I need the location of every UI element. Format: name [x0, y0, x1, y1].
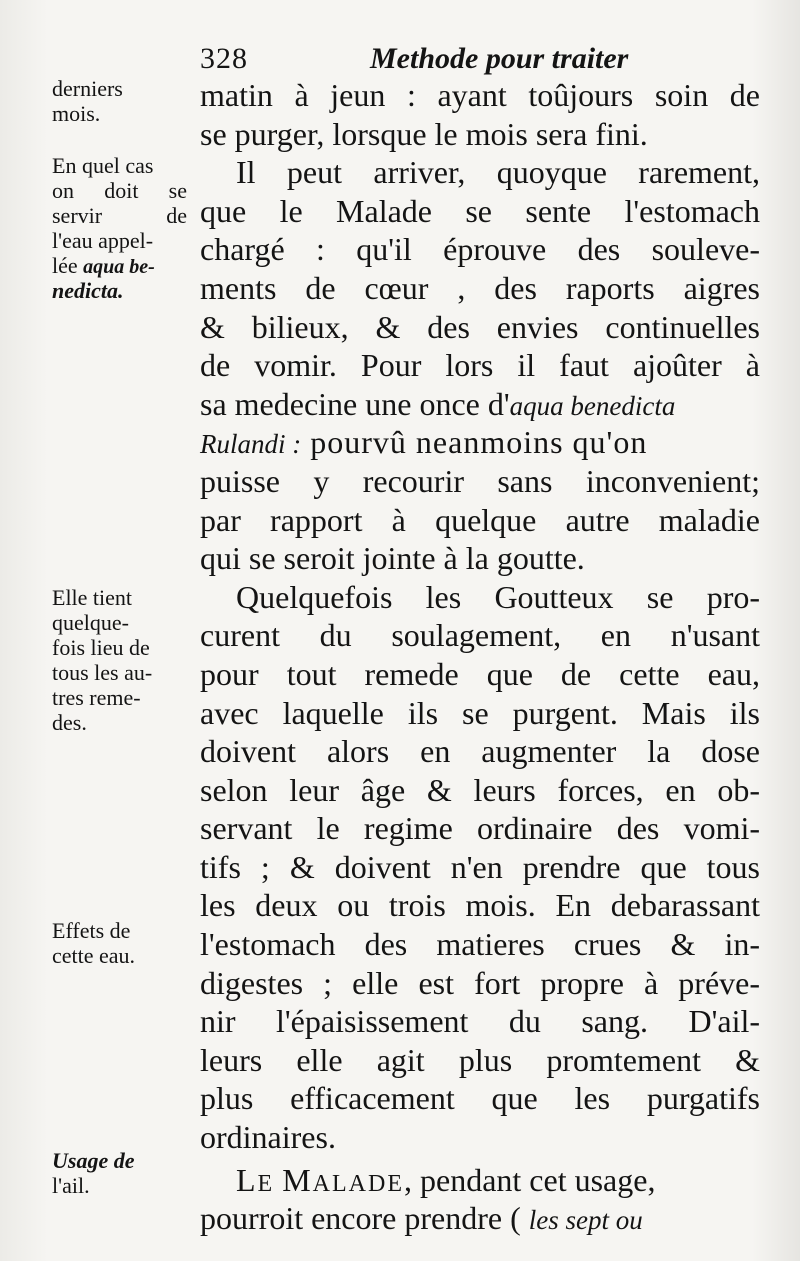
text-line: nir l'épaisissement du sang. D'ail- — [200, 1003, 760, 1040]
margin-line: nedicta. — [52, 278, 124, 303]
text-line: matin à jeun : ayant toûjours soin de — [200, 77, 760, 113]
text-line: qui se seroit jointe à la goutte. — [200, 540, 585, 577]
margin-note-elle-tient — [52, 585, 187, 735]
italic-text: Rulandi : — [200, 429, 302, 460]
small-caps-text: E — [257, 1170, 283, 1197]
text-line: puisse y recourir sans inconvenient; — [200, 462, 760, 499]
text-line: que le Malade se sente l'estomach — [200, 192, 760, 229]
text-line: Il peut arriver, quoyque rarement, — [236, 154, 760, 191]
margin-note-effets — [52, 918, 187, 968]
text-line: chargé : qu'il éprouve des souleve- — [200, 231, 760, 268]
margin-line — [52, 253, 187, 278]
page-number: 328 — [200, 42, 248, 75]
text-line: & bilieux, & des envies continuelles — [200, 308, 760, 345]
text-line — [200, 1199, 760, 1238]
text-line: Quelquefois les Goutteux se pro- — [236, 578, 760, 615]
text-line: curent du soulagement, en n'usant — [200, 617, 760, 654]
small-caps-text: ALADE — [312, 1170, 404, 1197]
text-line: se purger, lorsque le mois sera fini. — [200, 115, 648, 152]
text-line: pour tout remede que de cette eau, — [200, 655, 760, 692]
margin-italic-text: aqua be- — [83, 256, 155, 278]
small-caps-initial: L — [236, 1161, 258, 1198]
text-line: ordinaires. — [200, 1119, 336, 1156]
text-line: tifs ; & doivent n'en prendre que tous — [200, 848, 760, 885]
italic-text: les sept ou — [528, 1205, 643, 1236]
text-line: de vomir. Pour lors il faut ajoûter à — [200, 347, 760, 384]
margin-note-aqua-benedicta — [52, 153, 187, 303]
margin-line: fois lieu de — [52, 635, 150, 660]
text-line: ments de cœur , des raports aigres — [200, 269, 760, 306]
text-line: digestes ; elle est fort propre à préve- — [200, 964, 760, 1001]
text-line: servant le regime ordinaire des vomi- — [200, 810, 760, 847]
margin-line: l'eau appel- — [52, 228, 154, 253]
italic-text: aqua benedicta — [509, 390, 676, 421]
text-line: leurs elle agit plus promtement & — [200, 1041, 760, 1078]
margin-line: Usage de — [52, 1148, 135, 1173]
body-text — [200, 76, 760, 1238]
text-line: les deux ou trois mois. En debarassant — [200, 887, 760, 924]
margin-note-derniers-mois — [52, 76, 187, 126]
text-line: par rapport à quelque autre maladie — [200, 501, 760, 538]
text-line: selon leur âge & leurs forces, en ob- — [200, 771, 760, 808]
margin-line: cette eau. — [52, 943, 136, 968]
small-caps-initial: M — [282, 1161, 313, 1198]
text-line — [200, 423, 760, 462]
text-span: pourroit encore prendre ( — [200, 1200, 529, 1237]
margin-line: servir de — [52, 203, 187, 228]
text-span: , pendant cet usage, — [404, 1161, 656, 1198]
margin-line: tous les au- — [52, 660, 153, 685]
margin-line: des. — [52, 710, 87, 735]
margin-line: tres reme- — [52, 685, 141, 710]
margin-text: lée — [52, 253, 84, 278]
text-line: doivent alors en augmenter la dose — [200, 733, 760, 770]
margin-note-usage-ail — [52, 1148, 187, 1198]
running-title: Methode pour traiter — [370, 42, 629, 75]
margin-line: quelque- — [52, 610, 129, 635]
text-span: sa medecine une once d' — [200, 385, 510, 422]
margin-line: l'ail. — [52, 1173, 90, 1198]
text-line: avec laquelle ils se purgent. Mais ils — [200, 694, 760, 731]
text-line — [200, 385, 760, 424]
margin-line: Elle tient — [52, 585, 133, 610]
text-line: plus efficacement que les purgatifs — [200, 1080, 760, 1117]
margin-line: derniers — [52, 76, 123, 101]
margin-line: on doit se — [52, 178, 187, 203]
margin-line: En quel cas — [52, 153, 154, 178]
margin-line: mois. — [52, 101, 101, 126]
text-line: l'estomach des matieres crues & in- — [200, 926, 760, 963]
margin-line: Effets de — [52, 918, 131, 943]
text-span: pourvû neanmoins qu'on — [301, 424, 648, 461]
text-line — [200, 1161, 760, 1200]
